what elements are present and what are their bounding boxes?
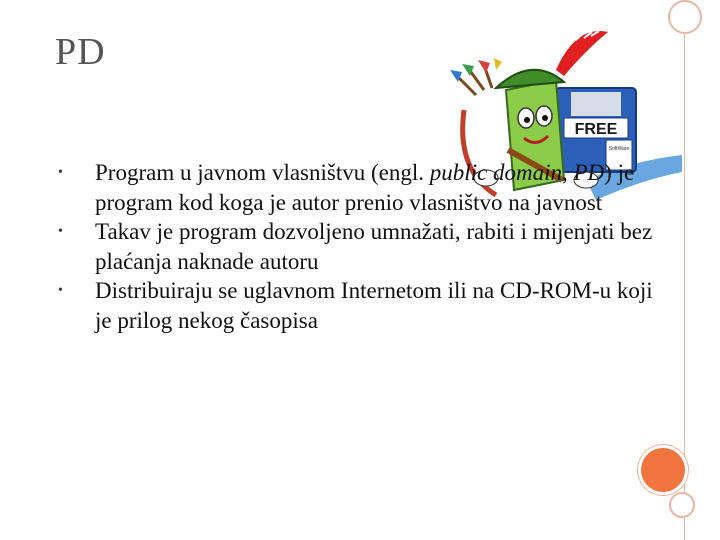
- bullet-marker: •: [58, 165, 63, 180]
- bullet-text: Takav je program dozvoljeno umnažati, rabiti i mijenjati bez plaćanja naknade autoru: [95, 219, 653, 274]
- arrows-icon: [450, 58, 502, 95]
- bullet-list: [58, 158, 658, 335]
- bullet-marker: •: [58, 283, 63, 298]
- feather-icon: [556, 31, 608, 76]
- decorative-circle-bottom: [669, 492, 695, 518]
- svg-text:FREE: FREE: [574, 121, 618, 138]
- slide-title: PD: [55, 31, 106, 73]
- bullet-text: Program u javnom vlasništvu (engl. public domain, PD) je program kod koga je autor prenio vlasništvo na javnost: [95, 160, 635, 215]
- bullet-text: Distribuiraju se uglavnom Internetom ili na CD-ROM-u koji je prilog nekog časopisa: [95, 278, 653, 333]
- bullet-marker: •: [58, 224, 63, 239]
- decorative-circle-orange: [641, 448, 685, 492]
- list-item: [58, 158, 658, 217]
- list-item: [58, 217, 658, 276]
- svg-text:SoftWare: SoftWare: [608, 146, 630, 152]
- list-item: [58, 276, 658, 335]
